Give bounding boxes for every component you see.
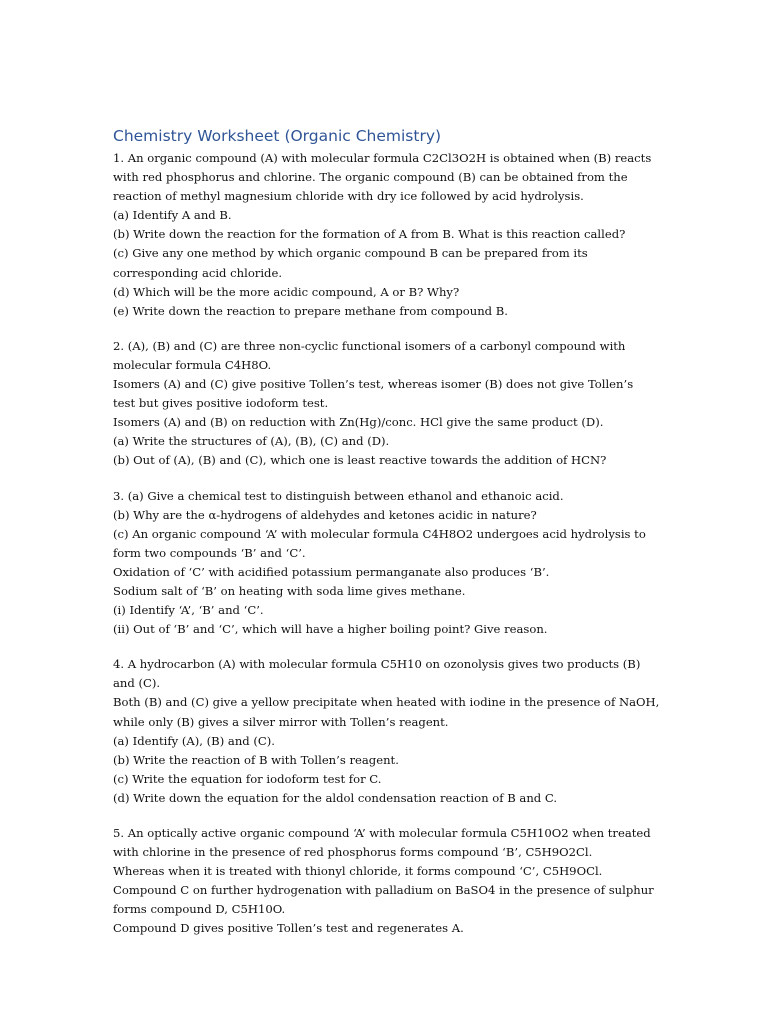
worksheet-content (113, 126, 663, 955)
question-1-line: (c) Give any one method by which organic compound B can be prepared from its (113, 246, 588, 261)
question-3-line: (ii) Out of ‘B’ and ‘C’, which will have a higher boiling point? Give reason. (113, 622, 548, 637)
question-1-line: (b) Write down the reaction for the formation of A from B. What is this reaction called? (113, 227, 626, 242)
question-4-line: (b) Write the reaction of B with Tollen’s reagent. (113, 752, 399, 767)
question-3-line: 3. (a) Give a chemical test to distinguish between ethanol and ethanoic acid. (113, 488, 564, 503)
question-5-line: 5. An optically active organic compound ‘A’ with molecular formula C5H10O2 when treated (113, 826, 651, 840)
question-list (113, 149, 663, 939)
question-3-line: Sodium salt of ‘B’ on heating with soda lime gives methane. (113, 583, 466, 598)
question-5-line: forms compound D, C5H10O. (113, 902, 286, 917)
question-4 (113, 655, 663, 808)
question-4-line: (d) Write down the equation for the aldol condensation reaction of B and C. (113, 790, 558, 805)
question-3-line: (i) Identify ‘A’, ‘B’ and ‘C’. (113, 603, 264, 618)
question-5-line: Whereas when it is treated with thionyl chloride, it forms compound ‘C’, C5H9OCl. (113, 864, 603, 879)
question-1-line: 1. An organic compound (A) with molecular formula C2Cl3O2H is obtained when (B) reacts (113, 151, 652, 165)
question-1-line: (d) Which will be the more acidic compound, A or B? Why? (113, 284, 460, 299)
question-5 (113, 824, 663, 939)
question-4-line: (a) Identify (A), (B) and (C). (113, 733, 275, 748)
question-3-line: (b) Why are the α-hydrogens of aldehydes and ketones acidic in nature? (113, 507, 537, 522)
question-1 (113, 149, 663, 321)
question-2 (113, 337, 663, 471)
question-2-line: (b) Out of (A), (B) and (C), which one is least reactive towards the addition of HCN? (113, 453, 607, 468)
question-4-line: Both (B) and (C) give a yellow precipitate when heated with iodine in the presence of NaOH, (113, 695, 660, 710)
question-2-line: 2. (A), (B) and (C) are three non-cyclic functional isomers of a carbonyl compound with (113, 338, 626, 353)
question-1-line: with red phosphorus and chlorine. The organic compound (B) can be obtained from the (113, 170, 628, 185)
question-4-line: 4. A hydrocarbon (A) with molecular formula C5H10 on ozonolysis gives two products (B) (113, 657, 641, 672)
question-3-line: (c) An organic compound ‘A’ with molecular formula C4H8O2 undergoes acid hydrolysis to (113, 526, 646, 541)
question-1-line: reaction of methyl magnesium chloride with dry ice followed by acid hydrolysis. (113, 189, 584, 204)
question-1-line: (a) Identify A and B. (113, 208, 232, 223)
question-1-line: corresponding acid chloride. (113, 265, 283, 280)
question-2-line: (a) Write the structures of (A), (B), (C) and (D). (113, 434, 390, 449)
question-5-line: Compound D gives positive Tollen’s test and regenerates A. (113, 921, 464, 936)
question-2-line: Isomers (A) and (B) on reduction with Zn(Hg)/conc. HCl give the same product (D). (113, 415, 604, 430)
question-2-line: Isomers (A) and (C) give positive Tollen’s test, whereas isomer (B) does not give Tollen’s (113, 377, 634, 392)
question-1-line: (e) Write down the reaction to prepare methane from compound B. (113, 303, 508, 318)
question-5-line: Compound C on further hydrogenation with palladium on BaSO4 in the presence of sulphur (113, 883, 654, 898)
question-4-line: and (C). (113, 676, 161, 691)
worksheet-title: Chemistry Worksheet (Organic Chemistry) (113, 127, 442, 145)
question-3-line: form two compounds ‘B’ and ‘C’. (113, 545, 306, 560)
question-3-line: Oxidation of ‘C’ with acidified potassium permanganate also produces ‘B’. (113, 564, 550, 579)
question-2-line: molecular formula C4H8O. (113, 357, 272, 372)
question-4-line: (c) Write the equation for iodoform test for C. (113, 771, 382, 786)
question-3 (113, 487, 663, 640)
question-4-line: while only (B) gives a silver mirror with Tollen’s reagent. (113, 714, 449, 729)
question-2-line: test but gives positive iodoform test. (113, 396, 329, 411)
question-5-line: with chlorine in the presence of red phosphorus forms compound ‘B’, C5H9O2Cl. (113, 845, 593, 860)
